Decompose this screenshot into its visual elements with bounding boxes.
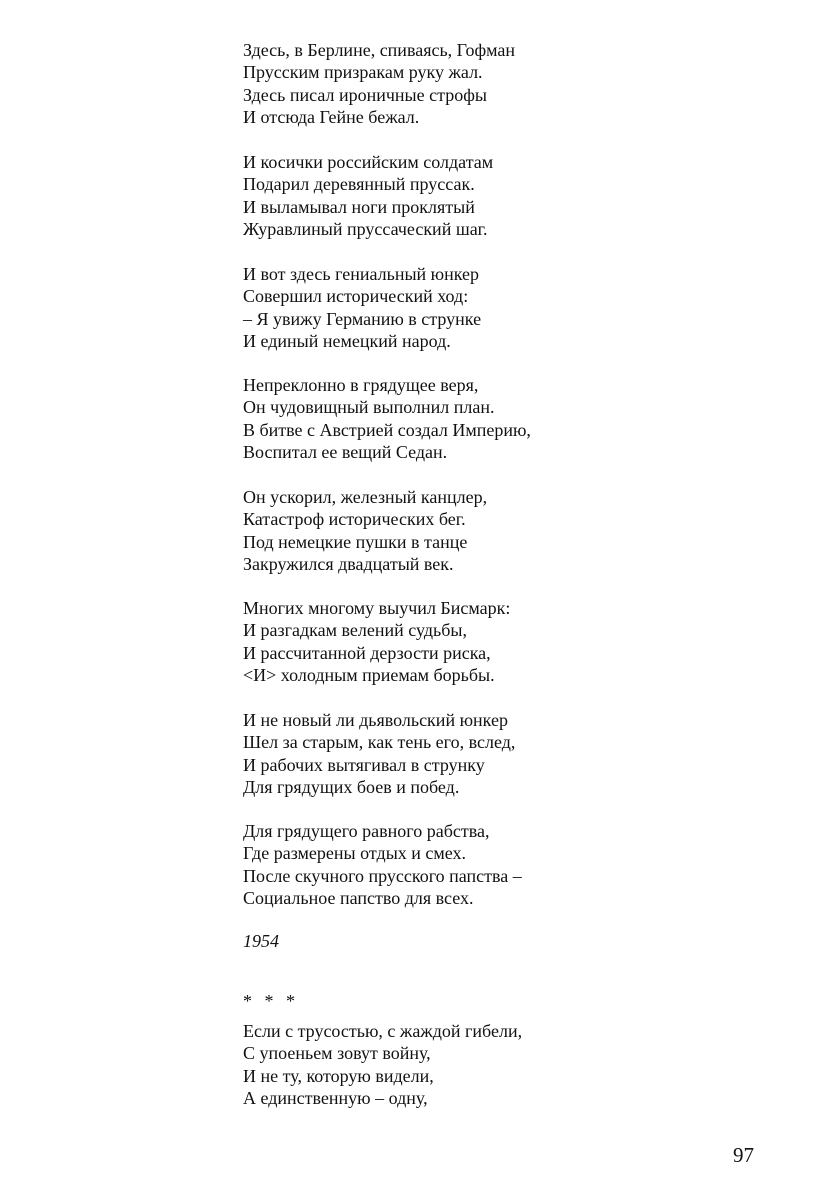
poem-line: И единый немецкий народ.	[243, 331, 451, 352]
poem-line: Где размерены отдых и смех.	[243, 843, 467, 864]
poem-line: Он ускорил, железный канцлер,	[243, 487, 488, 507]
poem-line: И рассчитанной дерзости риска,	[243, 642, 491, 663]
poem-line: Катастроф исторических бег.	[243, 509, 466, 530]
poem-line: После скучного прусского папства –	[243, 865, 522, 886]
poem-line: Для грядущих боев и побед.	[243, 777, 460, 798]
poem-line: Здесь писал ироничные строфы	[243, 84, 487, 105]
poem-stanza	[243, 39, 783, 129]
poem-line: Многих многому выучил Бисмарк:	[243, 598, 511, 618]
poem-line: Он чудовищный выполнил план.	[243, 397, 495, 418]
poem-stanza	[243, 374, 783, 464]
poem-line: Если с трусостью, с жаждой гибели,	[243, 1021, 523, 1041]
poem-line: Совершил исторический ход:	[243, 286, 469, 307]
poem-stanza	[243, 486, 783, 576]
poem-line: Подарил деревянный пруссак.	[243, 174, 475, 195]
poem-stanza	[243, 597, 783, 687]
poem-line: Журавлиный пруссаческий шаг.	[243, 219, 488, 240]
poem-line: В битве с Австрией создал Империю,	[243, 419, 531, 440]
poem-line: Под немецкие пушки в танце	[243, 531, 468, 552]
poem-line: И не ту, которую видели,	[243, 1065, 434, 1086]
page-number: 97	[733, 1143, 754, 1167]
poem-line: И рабочих вытягивал в струнку	[243, 754, 485, 775]
poem-line: И разгадкам велений судьбы,	[243, 620, 467, 641]
poem-line: С упоеньем зовут войну,	[243, 1043, 431, 1064]
poem-line: Здесь, в Берлине, спиваясь, Гофман	[243, 40, 516, 60]
poem-stanza	[243, 709, 783, 799]
poem-line: Социальное папство для всех.	[243, 888, 474, 909]
poem-stanza	[243, 1020, 783, 1110]
poem-line: И выламывал ноги проклятый	[243, 196, 475, 217]
poem-line: <И> холодным приемам борьбы.	[243, 665, 495, 686]
section-separator: * * *	[243, 991, 299, 1011]
poem-line: Для грядущего равного рабства,	[243, 821, 490, 841]
poem-line: А единственную – одну,	[243, 1088, 428, 1109]
poem-stanza	[243, 263, 783, 353]
poem-line: Закружился двадцатый век.	[243, 554, 454, 575]
poem-line: И отсюда Гейне бежал.	[243, 107, 420, 128]
poem-line: И не новый ли дьявольский юнкер	[243, 710, 508, 730]
poem-line: Прусским призракам руку жал.	[243, 62, 483, 83]
poem-stanza	[243, 151, 783, 241]
poem-line: Воспитал ее вещий Седан.	[243, 442, 448, 463]
poem-line: И косички российским солдатам	[243, 152, 494, 172]
poem-line: Шел за старым, как тень его, вслед,	[243, 732, 516, 753]
poem-line: И вот здесь гениальный юнкер	[243, 264, 480, 284]
poem-year: 1954	[243, 931, 279, 951]
poem-line: – Я увижу Германию в струнке	[243, 308, 482, 329]
poem-stanza	[243, 820, 783, 910]
poem-line: Непреклонно в грядущее веря,	[243, 375, 479, 395]
